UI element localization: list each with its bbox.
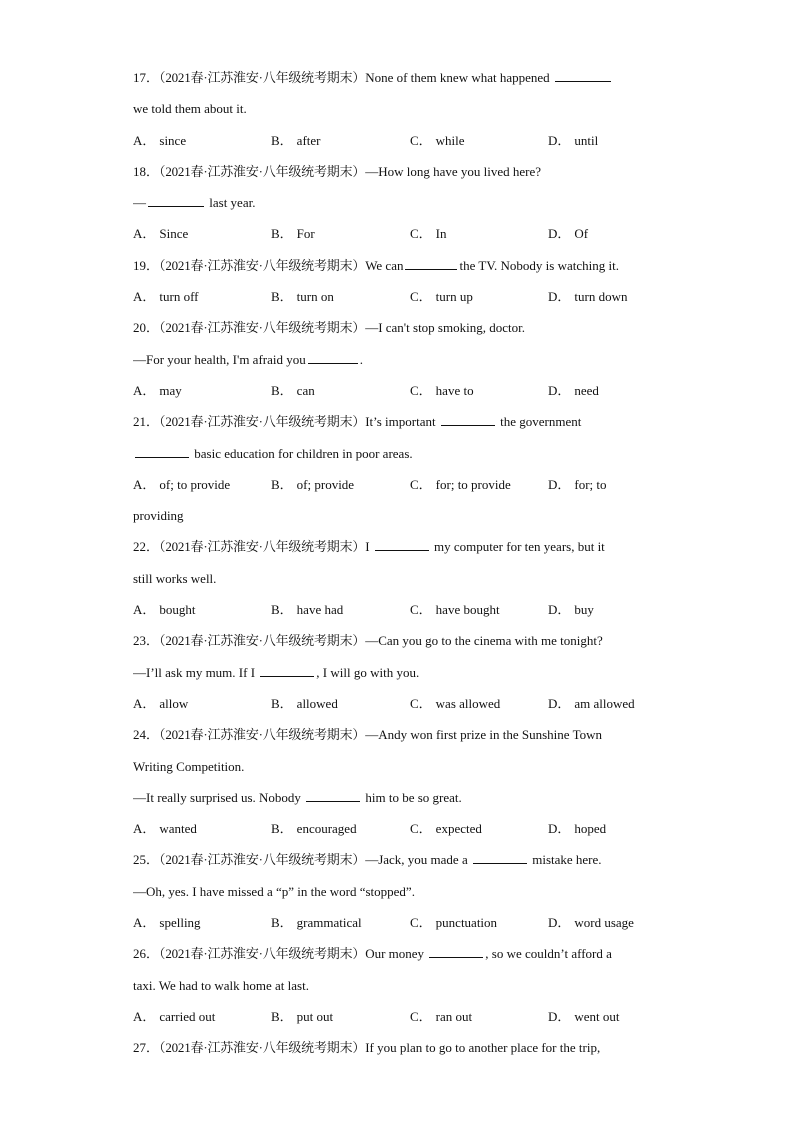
stem-text: —How long have you lived here? [365,163,541,179]
option-b: B． put out [271,1008,334,1024]
option-c: C． In [410,226,447,242]
answer-blank [441,414,495,426]
answer-blank [148,195,204,207]
stem-text: —Jack, you made a [365,852,471,868]
option-c: C． for; to provide [410,476,511,492]
stem-text: It’s important [365,414,439,430]
option-c: C． while [410,132,465,148]
answer-blank [260,665,314,677]
option-a: A． may [133,382,182,398]
stem-text: Our money [365,946,428,962]
question-source: （2021春·江苏淮安·八年级统考期末） [159,1040,366,1056]
answer-blank [555,70,611,82]
stem-text: , I will go with you. [316,664,420,680]
stem-text: — [133,195,146,211]
answer-blank [429,946,483,958]
question-24-stem-cont [133,751,673,782]
option-c: C． have bought [410,602,500,618]
question-19-options [133,281,673,312]
question-18-stem-cont [133,187,673,218]
question-24-stem [133,719,673,750]
option-b: B． have had [271,602,344,618]
option-d: D． for; to [548,476,607,492]
question-number: 17． [133,70,160,85]
option-a: A． carried out [133,1008,216,1024]
question-21-options-cont [133,500,673,531]
stem-text: —Oh, yes. I have missed a “p” in the word “stopped”. [133,883,415,899]
question-number: 20． [133,320,160,336]
question-source: （2021春·江苏淮安·八年级统考期末） [159,727,366,743]
stem-text: the TV. Nobody is watching it. [459,257,619,273]
option-c: C． ran out [410,1008,473,1024]
stem-text: I [365,539,373,555]
option-d: D． buy [548,602,594,618]
option-d: D． turn down [548,289,628,305]
option-d: D． need [548,382,599,398]
stem-text: —Andy won first prize in the Sunshine Town [365,727,602,743]
question-source: （2021春·江苏淮安·八年级统考期末） [159,70,366,85]
stem-text: taxi. We had to walk home at last. [133,977,309,993]
option-d: D． until [548,132,599,148]
option-d: D． went out [548,1008,620,1024]
option-b: B． encouraged [271,821,357,837]
stem-text: mistake here. [528,852,602,868]
option-c: C． punctuation [410,915,498,931]
stem-text: basic education for children in poor areas. [191,445,413,461]
question-20-stem [133,312,673,343]
option-b: B． of; provide [271,476,355,492]
question-number: 19． [133,257,160,273]
question-23-stem [133,625,673,656]
stem-text: , so we couldn’t afford a [485,946,612,962]
stem-text: If you plan to go to another place for the trip, [365,1040,601,1056]
question-21-stem-cont [133,438,673,469]
option-a: A． bought [133,602,196,618]
question-25-stem [133,844,673,875]
option-d: D． hoped [548,821,607,837]
option-b: B． after [271,132,321,148]
question-21-stem [133,406,673,437]
question-number: 18． [133,163,160,179]
stem-text: still works well. [133,570,217,586]
option-a: A． allow [133,695,189,711]
stem-text: Writing Competition. [133,758,245,774]
stem-text: . [359,351,363,367]
stem-text: last year. [206,195,256,211]
question-25-options [133,907,673,938]
question-22-stem [133,531,673,562]
question-number: 21． [133,414,160,430]
answer-blank [473,852,527,864]
question-25-stem-cont [133,876,673,907]
question-source: （2021春·江苏淮安·八年级统考期末） [159,320,366,336]
option-d: D． word usage [548,915,634,931]
stem-text: —For your health, I'm afraid you [133,351,306,367]
stem-text: —Can you go to the cinema with me tonight? [365,633,603,649]
question-23-stem-cont [133,657,673,688]
stem-text: him to be so great. [362,789,462,805]
question-source: （2021春·江苏淮安·八年级统考期末） [159,414,366,430]
option-d: D． Of [548,226,589,242]
answer-blank [135,446,189,458]
question-number: 24． [133,727,160,743]
option-b: B． can [271,382,315,398]
option-c: C． turn up [410,289,473,305]
stem-text: my computer for ten years, but it [430,539,605,555]
option-a: A． wanted [133,821,197,837]
option-b: B． For [271,226,315,242]
stem-text: We can [365,257,404,273]
stem-text: we told them about it. [133,101,247,117]
question-number: 22． [133,539,160,555]
option-a: A． spelling [133,915,201,931]
question-number: 27． [133,1040,160,1056]
option-c: C． have to [410,382,474,398]
option-a: A． Since [133,226,189,242]
option-d-tail: providing [133,508,184,524]
question-17-options [133,125,673,156]
question-24-options [133,813,673,844]
question-26-options [133,1001,673,1032]
answer-blank [375,539,429,551]
question-26-stem [133,938,673,969]
question-27-stem [133,1032,673,1063]
question-number: 25． [133,852,160,868]
stem-text: the government [496,414,582,430]
question-22-stem-cont [133,563,673,594]
option-c: C． was allowed [410,695,501,711]
question-22-options [133,594,673,625]
answer-blank [308,352,358,364]
option-c: C． expected [410,821,482,837]
question-source: （2021春·江苏淮安·八年级统考期末） [159,852,366,868]
option-a: A． since [133,132,187,148]
question-17-stem [133,62,673,93]
question-20-stem-cont [133,344,673,375]
option-b: B． grammatical [271,915,362,931]
answer-blank [405,258,457,270]
stem-text: None of them knew what happened [365,70,553,85]
option-b: B． turn on [271,289,334,305]
question-18-stem [133,156,673,187]
option-a: A． turn off [133,289,199,305]
question-17-stem-cont [133,93,673,124]
question-source: （2021春·江苏淮安·八年级统考期末） [159,633,366,649]
question-source: （2021春·江苏淮安·八年级统考期末） [159,257,366,273]
question-21-options [133,469,673,500]
option-d: D． am allowed [548,695,635,711]
option-a: A． of; to provide [133,476,231,492]
question-list [133,62,673,1064]
question-20-options [133,375,673,406]
stem-text: —It really surprised us. Nobody [133,789,305,805]
question-19-stem [133,250,673,281]
stem-text: —I can't stop smoking, doctor. [365,320,525,336]
question-source: （2021春·江苏淮安·八年级统考期末） [159,946,366,962]
option-b: B． allowed [271,695,338,711]
question-26-stem-cont [133,970,673,1001]
question-source: （2021春·江苏淮安·八年级统考期末） [159,539,366,555]
question-24-stem-cont2 [133,782,673,813]
question-source: （2021春·江苏淮安·八年级统考期末） [159,163,366,179]
question-number: 26． [133,946,160,962]
answer-blank [306,790,360,802]
question-number: 23． [133,633,160,649]
question-18-options [133,218,673,249]
question-23-options [133,688,673,719]
stem-text: —I’ll ask my mum. If I [133,664,259,680]
